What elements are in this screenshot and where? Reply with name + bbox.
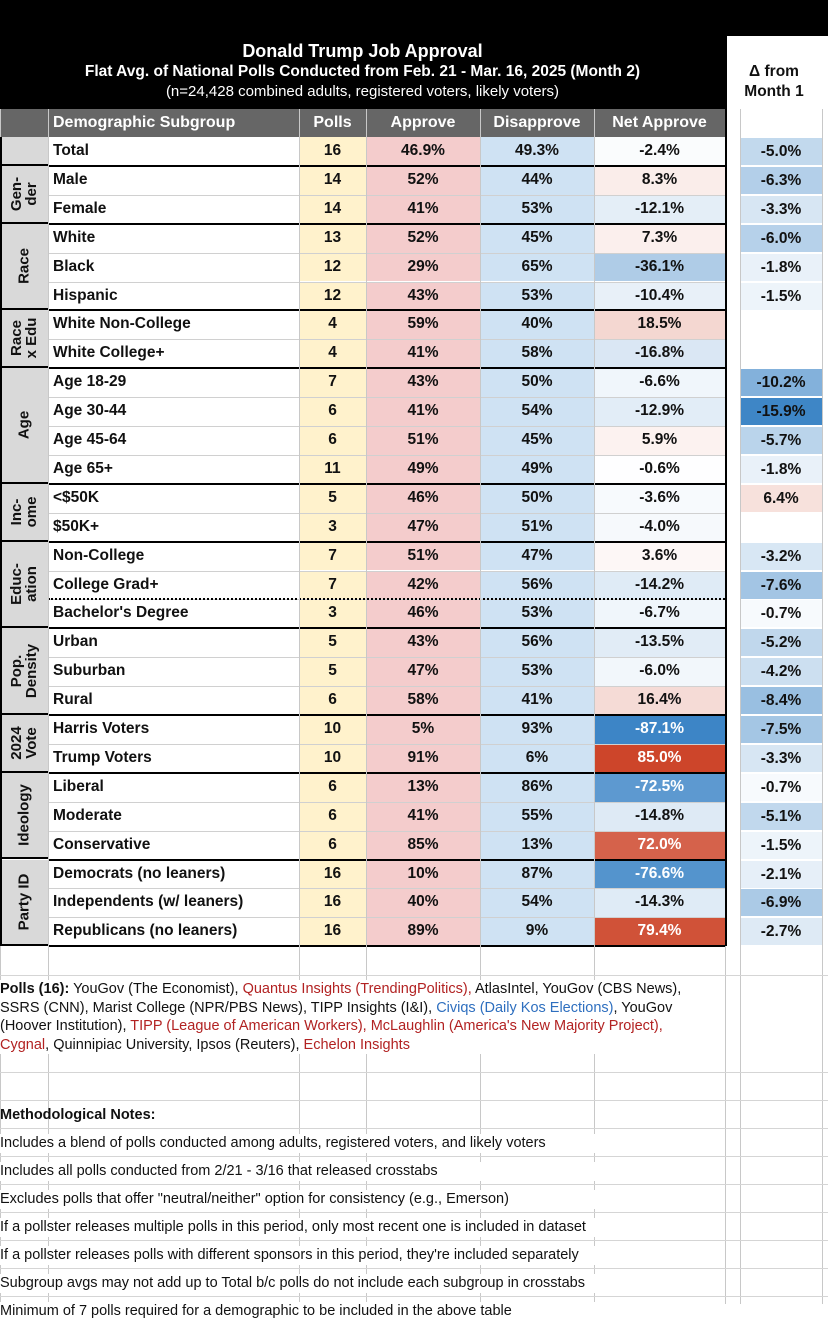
subgroup-label: Black xyxy=(53,257,95,275)
row-divider xyxy=(48,282,725,283)
polls-cell: 6 xyxy=(299,773,366,802)
net-approve-cell: -36.1% xyxy=(594,253,725,282)
table-title-block xyxy=(0,36,725,109)
approve-cell: 46% xyxy=(366,599,480,628)
delta-cell: -1.5% xyxy=(740,832,822,859)
approve-cell: 41% xyxy=(366,397,480,426)
net-approve-cell: -87.1% xyxy=(594,715,725,744)
title-line-3: (n=24,428 combined adults, registered voters, likely voters) xyxy=(165,83,560,100)
row-divider xyxy=(48,917,725,918)
row-divider xyxy=(48,339,725,340)
disapprove-cell: 54% xyxy=(480,888,594,917)
polls-note-list xyxy=(0,981,681,1053)
subgroup-label: Age 30-44 xyxy=(53,402,127,420)
approve-cell: 85% xyxy=(366,831,480,860)
row-divider xyxy=(48,657,725,658)
notes-row-divider xyxy=(0,1212,828,1213)
disapprove-cell: 40% xyxy=(480,310,594,339)
polls-cell: 3 xyxy=(299,513,366,542)
polls-cell: 5 xyxy=(299,484,366,513)
row-divider xyxy=(48,888,725,889)
disapprove-cell: 55% xyxy=(480,802,594,831)
polls-cell: 7 xyxy=(299,368,366,397)
subgroup-label: Female xyxy=(53,199,107,217)
polls-cell: 5 xyxy=(299,628,366,657)
disapprove-cell: 44% xyxy=(480,166,594,195)
row-divider xyxy=(48,195,725,196)
subgroup-label: White xyxy=(53,228,96,246)
polls-cell: 11 xyxy=(299,455,366,484)
group-label-cell xyxy=(0,368,48,484)
net-approve-cell: -14.2% xyxy=(594,571,725,600)
approve-cell: 52% xyxy=(366,224,480,253)
notes-row-divider xyxy=(0,1128,828,1129)
delta-cell: -0.7% xyxy=(740,774,822,801)
approve-cell: 42% xyxy=(366,571,480,600)
table-right-border xyxy=(725,36,727,946)
subgroup-label: Age 65+ xyxy=(53,459,113,477)
approve-cell: 49% xyxy=(366,455,480,484)
net-approve-cell: 72.0% xyxy=(594,831,725,860)
polls-note-label: Polls (16): xyxy=(0,981,70,997)
header-blank xyxy=(0,109,48,137)
approve-cell: 52% xyxy=(366,166,480,195)
group-label: Inc- ome xyxy=(8,496,40,528)
disapprove-cell: 49% xyxy=(480,455,594,484)
subgroup-label: Age 45-64 xyxy=(53,431,127,448)
polls-cell: 10 xyxy=(299,744,366,773)
delta-cell: -5.1% xyxy=(740,803,822,830)
group-label-cell xyxy=(0,773,48,860)
disapprove-cell: 6% xyxy=(480,744,594,773)
education-dotted-divider xyxy=(48,598,725,600)
subgroup-label: Bachelor's Degree xyxy=(53,604,189,622)
delta-cell: -8.4% xyxy=(740,687,822,714)
methodology-note: Subgroup avgs may not add up to Total b/c polls do not include each subgroup in crosstabs xyxy=(0,1274,600,1293)
subgroup-label: Liberal xyxy=(53,777,104,795)
notes-row-divider xyxy=(0,1240,828,1241)
subgroup-label: Hispanic xyxy=(53,286,118,304)
delta-cell: -10.2% xyxy=(740,369,822,396)
methodology-note: Excludes polls that offer "neutral/neither" option for consistency (e.g., Emerson) xyxy=(0,1190,600,1209)
polls-cell: 5 xyxy=(299,657,366,686)
group-divider xyxy=(48,541,725,543)
polls-note xyxy=(0,980,715,1054)
row-divider xyxy=(48,426,725,427)
delta-cell: -6.0% xyxy=(740,225,822,252)
approve-cell: 47% xyxy=(366,657,480,686)
disapprove-cell: 56% xyxy=(480,628,594,657)
disapprove-cell: 53% xyxy=(480,195,594,224)
header-approve: Approve xyxy=(366,109,480,137)
delta-cell: -5.2% xyxy=(740,629,822,656)
net-approve-cell: -10.4% xyxy=(594,282,725,311)
approve-cell: 46% xyxy=(366,484,480,513)
disapprove-cell: 56% xyxy=(480,571,594,600)
row-divider xyxy=(48,686,725,687)
net-approve-cell: -72.5% xyxy=(594,773,725,802)
subgroup-label: White Non-College xyxy=(53,315,191,333)
subgroup-label: Male xyxy=(53,170,88,188)
group-label-cell xyxy=(0,860,48,947)
approve-cell: 58% xyxy=(366,686,480,715)
delta-column-header xyxy=(728,62,820,102)
polls-cell: 6 xyxy=(299,831,366,860)
delta-cell: -1.8% xyxy=(740,254,822,281)
poll-name-segment: TIPP (League of American Workers), McLaughlin (America's New Majority Project), Cygnal xyxy=(0,1018,663,1053)
group-label-cell xyxy=(0,166,48,224)
group-label: Party ID xyxy=(15,873,33,931)
methodology-note: Includes all polls conducted from 2/21 - 3/16 that released crosstabs xyxy=(0,1162,600,1181)
group-label: Age xyxy=(15,410,33,440)
approve-cell: 59% xyxy=(366,310,480,339)
polls-cell: 14 xyxy=(299,195,366,224)
polls-cell: 14 xyxy=(299,166,366,195)
column-divider xyxy=(480,109,481,1304)
net-approve-cell: -12.1% xyxy=(594,195,725,224)
group-label: Educ- ation xyxy=(8,563,40,605)
delta-cell: -15.9% xyxy=(740,398,822,425)
group-label: Race x Edu xyxy=(8,317,40,359)
delta-cell: -3.3% xyxy=(740,745,822,772)
approve-cell: 29% xyxy=(366,253,480,282)
delta-cell: -2.7% xyxy=(740,918,822,945)
approve-cell: 46.9% xyxy=(366,137,480,166)
polls-cell: 16 xyxy=(299,888,366,917)
methodology-note: Minimum of 7 polls required for a demographic to be included in the above table xyxy=(0,1302,600,1321)
notes-row-divider xyxy=(0,1156,828,1157)
column-divider xyxy=(366,109,367,1304)
polls-cell: 4 xyxy=(299,339,366,368)
row-divider xyxy=(48,802,725,803)
disapprove-cell: 58% xyxy=(480,339,594,368)
net-approve-cell: 85.0% xyxy=(594,744,725,773)
delta-cell: -3.2% xyxy=(740,543,822,570)
group-label: Pop. Density xyxy=(8,643,40,698)
approve-cell: 41% xyxy=(366,339,480,368)
poll-name-segment: , YouGov (Hoover Institution), xyxy=(0,999,673,1034)
disapprove-cell: 54% xyxy=(480,397,594,426)
group-divider xyxy=(48,859,725,861)
notes-row-divider xyxy=(0,1268,828,1269)
approve-cell: 41% xyxy=(366,195,480,224)
group-divider xyxy=(48,627,725,629)
net-approve-cell: -14.3% xyxy=(594,888,725,917)
column-divider xyxy=(48,109,49,1304)
column-divider xyxy=(594,109,595,1304)
disapprove-cell: 53% xyxy=(480,657,594,686)
row-divider xyxy=(48,253,725,254)
subgroup-label: Trump Voters xyxy=(53,748,152,766)
polls-cell: 10 xyxy=(299,715,366,744)
group-divider xyxy=(48,772,725,774)
poll-name-segment: Quantus Insights (TrendingPolitics), xyxy=(242,981,472,997)
subgroup-label: Age 18-29 xyxy=(53,373,127,391)
disapprove-cell: 13% xyxy=(480,831,594,860)
group-label-cell xyxy=(0,628,48,715)
delta-cell: 6.4% xyxy=(740,485,822,512)
net-approve-cell: -76.6% xyxy=(594,860,725,889)
net-approve-cell: 7.3% xyxy=(594,224,725,253)
delta-cell: -7.5% xyxy=(740,716,822,743)
net-approve-cell: -6.0% xyxy=(594,657,725,686)
group-divider xyxy=(48,309,725,311)
delta-cell: -6.3% xyxy=(740,167,822,194)
column-divider xyxy=(299,109,300,1304)
net-approve-cell: 5.9% xyxy=(594,426,725,455)
net-approve-cell: -0.6% xyxy=(594,455,725,484)
delta-header-line-1: Δ from xyxy=(749,63,799,80)
polls-cell: 6 xyxy=(299,397,366,426)
top-black-bar xyxy=(0,0,828,36)
subgroup-label: Moderate xyxy=(53,806,122,824)
approve-cell: 91% xyxy=(366,744,480,773)
net-approve-cell: -3.6% xyxy=(594,484,725,513)
delta-cell: -5.0% xyxy=(740,138,822,165)
title-line-1: Donald Trump Job Approval xyxy=(242,41,483,61)
disapprove-cell: 86% xyxy=(480,773,594,802)
delta-cell: -7.6% xyxy=(740,572,822,599)
delta-cell: -0.7% xyxy=(740,600,822,627)
row-divider xyxy=(48,397,725,398)
disapprove-cell: 47% xyxy=(480,542,594,571)
subgroup-label: Suburban xyxy=(53,662,126,680)
subgroup-label: Rural xyxy=(53,691,93,709)
column-divider xyxy=(740,109,741,1304)
disapprove-cell: 87% xyxy=(480,860,594,889)
row-divider xyxy=(48,744,725,745)
approve-cell: 5% xyxy=(366,715,480,744)
group-label: Race xyxy=(15,248,33,284)
notes-row-divider xyxy=(0,975,828,976)
poll-name-segment: AtlasIntel, YouGov (CBS News), SSRS (CNN), Marist College (NPR/PBS News), TIPP Insights (I&I), xyxy=(0,981,682,1016)
poll-name-segment: Echelon Insights xyxy=(303,1036,410,1053)
disapprove-cell: 50% xyxy=(480,368,594,397)
group-divider xyxy=(48,367,725,369)
approve-cell: 89% xyxy=(366,917,480,946)
subgroup-label: <$50K xyxy=(53,488,100,506)
net-approve-cell: 79.4% xyxy=(594,917,725,946)
disapprove-cell: 41% xyxy=(480,686,594,715)
disapprove-cell: 45% xyxy=(480,224,594,253)
disapprove-cell: 51% xyxy=(480,513,594,542)
notes-row-divider xyxy=(0,1296,828,1297)
approve-cell: 43% xyxy=(366,368,480,397)
group-label-cell xyxy=(0,542,48,629)
methodology-note: If a pollster releases polls with different sponsors in this period, they're included separately xyxy=(0,1246,600,1265)
net-approve-cell: 16.4% xyxy=(594,686,725,715)
group-label: Gen- der xyxy=(8,176,40,211)
polls-cell: 16 xyxy=(299,917,366,946)
disapprove-cell: 9% xyxy=(480,917,594,946)
polls-cell: 12 xyxy=(299,253,366,282)
row-divider xyxy=(48,831,725,832)
polls-cell: 7 xyxy=(299,542,366,571)
subgroup-label: White College+ xyxy=(53,344,165,362)
header-subgroup: Demographic Subgroup xyxy=(48,109,299,137)
subgroup-label: Conservative xyxy=(53,835,151,853)
methodology-note: Includes a blend of polls conducted among adults, registered voters, and likely voters xyxy=(0,1134,600,1153)
subgroup-label: $50K+ xyxy=(53,517,100,535)
approve-cell: 40% xyxy=(366,888,480,917)
methodology-heading: Methodological Notes: xyxy=(0,1107,156,1123)
net-approve-cell: -16.8% xyxy=(594,339,725,368)
group-label-cell xyxy=(0,310,48,368)
net-approve-cell: -6.6% xyxy=(594,368,725,397)
approve-cell: 51% xyxy=(366,426,480,455)
group-divider xyxy=(48,483,725,485)
delta-cell: -3.3% xyxy=(740,196,822,223)
subgroup-label: Urban xyxy=(53,633,98,651)
column-divider xyxy=(822,109,823,1304)
group-label-cell xyxy=(0,715,48,773)
disapprove-cell: 65% xyxy=(480,253,594,282)
approve-cell: 43% xyxy=(366,282,480,311)
title-line-2: Flat Avg. of National Polls Conducted from Feb. 21 - Mar. 16, 2025 (Month 2) xyxy=(84,63,641,80)
notes-row-divider xyxy=(0,1072,828,1073)
group-cell-total xyxy=(0,137,48,166)
subgroup-label: Independents (w/ leaners) xyxy=(53,893,244,911)
net-approve-cell: 8.3% xyxy=(594,166,725,195)
net-approve-cell: 18.5% xyxy=(594,310,725,339)
group-label: Ideology xyxy=(15,784,33,846)
polls-cell: 6 xyxy=(299,426,366,455)
approve-cell: 43% xyxy=(366,628,480,657)
group-divider xyxy=(48,714,725,716)
poll-name-segment: YouGov (The Economist), xyxy=(69,981,243,997)
row-divider xyxy=(48,455,725,456)
group-label-cell xyxy=(0,224,48,311)
approve-cell: 41% xyxy=(366,802,480,831)
table-bottom-line xyxy=(48,945,725,947)
table-left-border xyxy=(0,137,2,946)
net-approve-cell: 3.6% xyxy=(594,542,725,571)
approve-cell: 47% xyxy=(366,513,480,542)
polls-cell: 16 xyxy=(299,137,366,166)
header-polls: Polls xyxy=(299,109,366,137)
subgroup-label: Harris Voters xyxy=(53,720,150,737)
subgroup-label: Non-College xyxy=(53,546,145,564)
polls-cell: 6 xyxy=(299,686,366,715)
polls-cell: 3 xyxy=(299,599,366,628)
disapprove-cell: 49.3% xyxy=(480,137,594,166)
row-divider xyxy=(48,571,725,572)
disapprove-cell: 53% xyxy=(480,599,594,628)
subgroup-label: Democrats (no leaners) xyxy=(53,864,226,882)
disapprove-cell: 93% xyxy=(480,715,594,744)
approve-cell: 10% xyxy=(366,860,480,889)
group-divider xyxy=(48,223,725,225)
polls-cell: 12 xyxy=(299,282,366,311)
net-approve-cell: -4.0% xyxy=(594,513,725,542)
delta-cell: -6.9% xyxy=(740,889,822,916)
notes-row-divider xyxy=(0,1100,828,1101)
subgroup-label: Republicans (no leaners) xyxy=(53,922,238,940)
notes-row-divider xyxy=(0,1184,828,1185)
net-approve-cell: -13.5% xyxy=(594,628,725,657)
poll-name-segment: Civiqs (Daily Kos Elections) xyxy=(436,999,614,1016)
header-net-approve: Net Approve xyxy=(594,109,725,137)
delta-cell: -5.7% xyxy=(740,427,822,454)
polls-cell: 4 xyxy=(299,310,366,339)
header-disapprove: Disapprove xyxy=(480,109,594,137)
net-approve-cell: -12.9% xyxy=(594,397,725,426)
group-label-cell xyxy=(0,484,48,542)
group-divider xyxy=(48,165,725,167)
polls-cell: 7 xyxy=(299,571,366,600)
net-approve-cell: -2.4% xyxy=(594,137,725,166)
delta-cell: -1.5% xyxy=(740,283,822,310)
subgroup-label: College Grad+ xyxy=(53,575,159,593)
delta-cell: -4.2% xyxy=(740,658,822,685)
methodology-note: If a pollster releases multiple polls in this period, only most recent one is included in dataset xyxy=(0,1218,600,1237)
group-label: 2024 Vote xyxy=(8,726,40,760)
delta-cell: -2.1% xyxy=(740,861,822,888)
disapprove-cell: 45% xyxy=(480,426,594,455)
approve-cell: 13% xyxy=(366,773,480,802)
polls-cell: 13 xyxy=(299,224,366,253)
net-approve-cell: -14.8% xyxy=(594,802,725,831)
disapprove-cell: 50% xyxy=(480,484,594,513)
delta-header-line-2: Month 1 xyxy=(744,83,804,100)
disapprove-cell: 53% xyxy=(480,282,594,311)
subgroup-label: Total xyxy=(53,142,89,159)
poll-name-segment: , Quinnipiac University, Ipsos (Reuters), xyxy=(45,1036,304,1053)
delta-cell: -1.8% xyxy=(740,456,822,483)
net-approve-cell: -6.7% xyxy=(594,599,725,628)
polls-cell: 6 xyxy=(299,802,366,831)
approve-cell: 51% xyxy=(366,542,480,571)
row-divider xyxy=(48,513,725,514)
polls-cell: 16 xyxy=(299,860,366,889)
